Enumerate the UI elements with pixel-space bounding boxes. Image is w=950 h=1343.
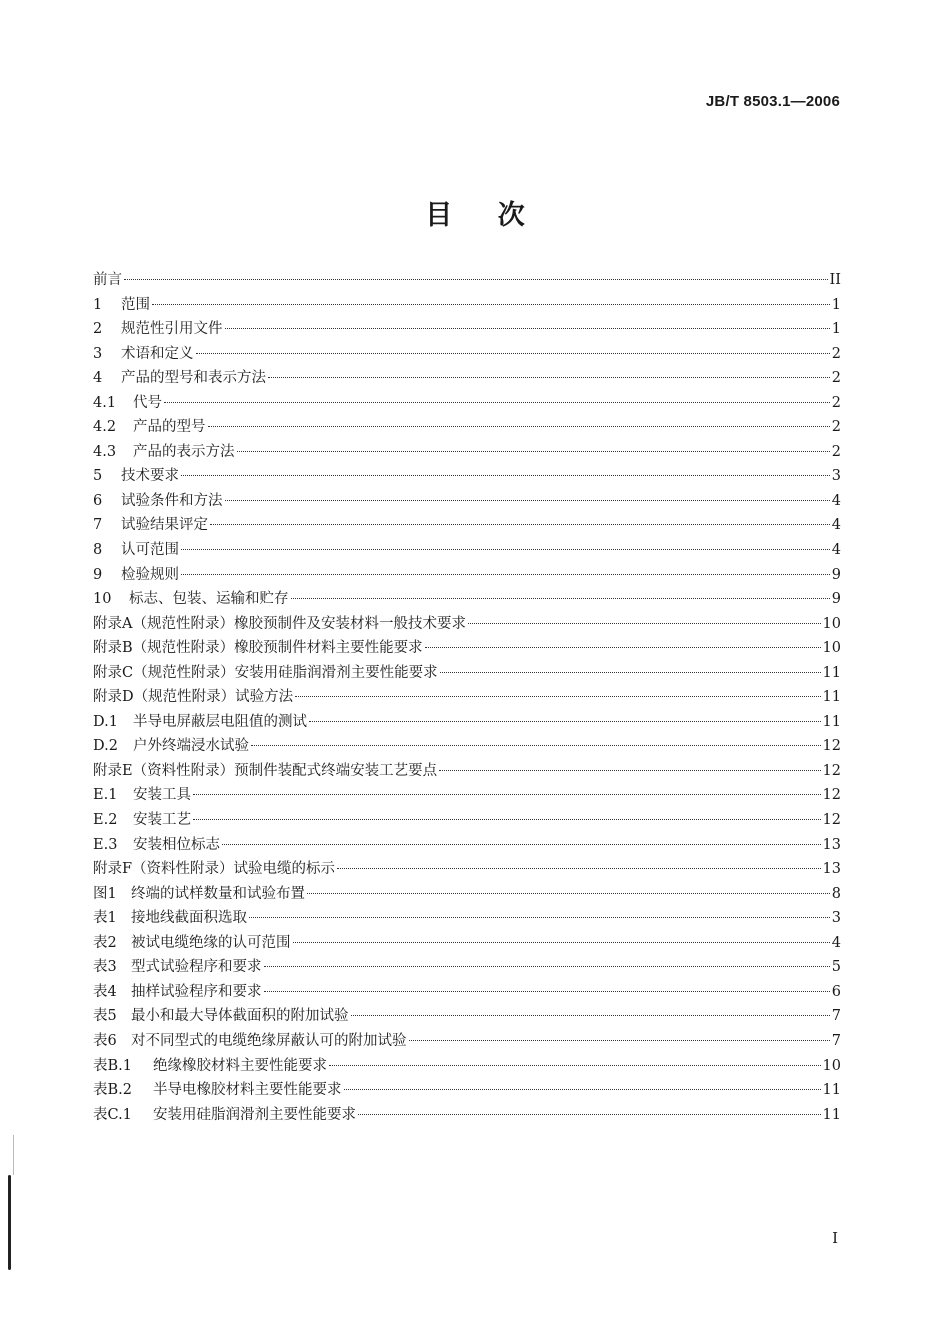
toc-entry-label: 认可范围 <box>121 542 179 559</box>
toc-entry-number: 3 <box>93 345 103 362</box>
toc-entry-label: 术语和定义 <box>121 345 194 362</box>
toc-dot-leader <box>307 893 830 894</box>
toc-entry-number: 表C.1 <box>93 1106 132 1123</box>
toc-entry[interactable] <box>93 1054 841 1079</box>
toc-entry-number: E.3 <box>93 836 118 853</box>
scan-artifact-line <box>13 1135 14 1175</box>
toc-entry-page: 11 <box>822 1106 841 1123</box>
toc-dot-leader <box>409 1040 830 1041</box>
toc-entry[interactable] <box>93 317 841 342</box>
toc-entry-label: 技术要求 <box>121 468 179 485</box>
toc-entry-page: 10 <box>822 640 841 657</box>
toc-entry-number: 2 <box>93 321 103 338</box>
toc-entry-number: 表6 <box>93 1032 117 1049</box>
toc-dot-leader <box>264 966 830 967</box>
toc-entry[interactable] <box>93 293 841 318</box>
toc-entry-label: 附录C（规范性附录）安装用硅脂润滑剂主要性能要求 <box>93 664 438 681</box>
toc-entry-page: 2 <box>831 419 841 436</box>
toc-entry-label: 型式试验程序和要求 <box>131 959 262 976</box>
toc-entry-number: 4.2 <box>93 419 117 436</box>
toc-entry-page: 11 <box>822 1082 841 1099</box>
toc-dot-leader <box>193 794 821 795</box>
toc-title-char-2: 次 <box>497 200 525 231</box>
toc-entry-number: 8 <box>93 542 103 559</box>
toc-entry[interactable] <box>93 906 841 931</box>
toc-entry[interactable] <box>93 538 841 563</box>
toc-entry-label: 试验结果评定 <box>121 517 208 534</box>
toc-entry-label: 产品的型号和表示方法 <box>121 370 266 387</box>
toc-entry-label: 接地线截面积选取 <box>131 910 247 927</box>
toc-entry[interactable] <box>93 931 841 956</box>
toc-entry-page: 2 <box>831 370 841 387</box>
toc-dot-leader <box>196 353 830 354</box>
toc-entry-page: 4 <box>831 517 841 534</box>
toc-entry-number: 表B.2 <box>93 1082 132 1099</box>
toc-list <box>93 268 841 1127</box>
toc-entry[interactable] <box>93 857 841 882</box>
toc-entry-label: 终端的试样数量和试验布置 <box>131 885 305 902</box>
toc-dot-leader <box>237 451 830 452</box>
toc-entry[interactable] <box>93 366 841 391</box>
toc-entry-page: 12 <box>822 762 841 779</box>
toc-entry-number: 表4 <box>93 983 117 1000</box>
toc-entry-number: 1 <box>93 296 103 313</box>
toc-entry-page: 9 <box>831 591 841 608</box>
page-number: I <box>832 1229 838 1247</box>
toc-entry-page: 9 <box>831 566 841 583</box>
toc-entry-label: 安装工艺 <box>133 812 191 829</box>
toc-dot-leader <box>251 745 821 746</box>
toc-dot-leader <box>291 598 830 599</box>
toc-entry-label: 附录E（资料性附录）预制件装配式终端安装工艺要点 <box>93 762 438 779</box>
toc-dot-leader <box>193 819 821 820</box>
toc-dot-leader <box>225 328 830 329</box>
toc-entry[interactable] <box>93 342 841 367</box>
toc-entry-number: E.2 <box>93 812 118 829</box>
toc-entry-page: 10 <box>822 615 841 632</box>
toc-dot-leader <box>358 1114 821 1115</box>
toc-entry-number: E.1 <box>93 787 118 804</box>
toc-entry-number: 10 <box>93 591 112 608</box>
toc-entry-page: 1 <box>831 296 841 313</box>
toc-dot-leader <box>152 304 830 305</box>
toc-dot-leader <box>440 672 821 673</box>
toc-entry[interactable] <box>93 833 841 858</box>
toc-dot-leader <box>344 1089 821 1090</box>
toc-entry[interactable] <box>93 734 841 759</box>
toc-dot-leader <box>337 868 820 869</box>
toc-dot-leader <box>124 279 828 280</box>
toc-entry-label: 附录A（规范性附录）橡胶预制件及安装材料一般技术要求 <box>93 615 466 632</box>
toc-entry[interactable] <box>93 955 841 980</box>
toc-entry-label: 前言 <box>93 272 122 288</box>
toc-entry-label: 规范性引用文件 <box>121 321 223 338</box>
toc-entry-page: 8 <box>831 885 841 902</box>
toc-entry-number: 表1 <box>93 910 117 927</box>
toc-dot-leader <box>468 623 821 624</box>
toc-entry-number: 4.1 <box>93 394 117 411</box>
scan-artifact-mark <box>8 1175 11 1270</box>
toc-entry-label: 绝缘橡胶材料主要性能要求 <box>153 1057 327 1074</box>
toc-entry[interactable] <box>93 1103 841 1128</box>
toc-entry-number: 图1 <box>93 885 117 902</box>
toc-dot-leader <box>295 696 820 697</box>
toc-entry-number: 6 <box>93 492 103 509</box>
toc-entry[interactable] <box>93 1078 841 1103</box>
toc-entry[interactable] <box>93 440 841 465</box>
toc-entry-page: 7 <box>831 1032 841 1049</box>
toc-dot-leader <box>351 1015 830 1016</box>
toc-entry-label: 产品的型号 <box>133 419 206 436</box>
toc-entry-label: 户外终端浸水试验 <box>133 738 249 755</box>
toc-entry-page: 4 <box>831 934 841 951</box>
toc-entry-page: 11 <box>822 664 841 681</box>
toc-entry-number: D.2 <box>93 738 118 755</box>
toc-entry[interactable] <box>93 513 841 538</box>
toc-entry-number: 表5 <box>93 1008 117 1025</box>
toc-entry[interactable] <box>93 980 841 1005</box>
toc-entry-page: 4 <box>831 542 841 559</box>
toc-dot-leader <box>249 917 830 918</box>
toc-entry[interactable] <box>93 783 841 808</box>
toc-entry-page: 11 <box>822 713 841 730</box>
toc-entry-label: 半导电橡胶材料主要性能要求 <box>153 1082 342 1099</box>
toc-entry[interactable] <box>93 1029 841 1054</box>
toc-dot-leader <box>425 647 821 648</box>
toc-entry[interactable] <box>93 759 841 784</box>
toc-title-char-1: 目 <box>425 200 453 231</box>
toc-dot-leader <box>264 991 830 992</box>
toc-entry-label: 最小和最大导体截面积的附加试验 <box>131 1008 349 1025</box>
toc-entry-page: 5 <box>831 959 841 976</box>
toc-entry-page: 11 <box>822 689 841 706</box>
toc-entry-label: 半导电屏蔽层电阻值的测试 <box>133 713 307 730</box>
toc-entry-label: 检验规则 <box>121 566 179 583</box>
toc-dot-leader <box>439 770 820 771</box>
toc-entry-label: 试验条件和方法 <box>121 492 223 509</box>
toc-entry[interactable] <box>93 415 841 440</box>
toc-dot-leader <box>208 426 830 427</box>
toc-entry-number: 5 <box>93 468 103 485</box>
toc-entry-page: II <box>829 272 841 288</box>
toc-entry-page: 2 <box>831 443 841 460</box>
toc-entry-label: 附录F（资料性附录）试验电缆的标示 <box>93 861 336 878</box>
toc-entry-label: 范围 <box>121 296 150 313</box>
toc-entry-page: 3 <box>831 468 841 485</box>
toc-entry-number: D.1 <box>93 713 118 730</box>
toc-entry[interactable] <box>93 661 841 686</box>
toc-dot-leader <box>181 574 830 575</box>
toc-entry[interactable] <box>93 685 841 710</box>
toc-entry-label: 代号 <box>133 394 162 411</box>
toc-dot-leader <box>210 524 830 525</box>
toc-entry[interactable] <box>93 882 841 907</box>
document-code: JB/T 8503.1—2006 <box>705 93 840 110</box>
toc-title <box>0 193 950 232</box>
toc-entry-number: 表B.1 <box>93 1057 132 1074</box>
toc-dot-leader <box>181 475 830 476</box>
toc-entry[interactable] <box>93 636 841 661</box>
toc-dot-leader <box>293 942 830 943</box>
toc-entry-label: 抽样试验程序和要求 <box>131 983 262 1000</box>
toc-entry-label: 安装用硅脂润滑剂主要性能要求 <box>153 1106 356 1123</box>
toc-entry[interactable] <box>93 391 841 416</box>
toc-dot-leader <box>329 1065 821 1066</box>
toc-entry-label: 安装工具 <box>133 787 191 804</box>
toc-entry-number: 4 <box>93 370 103 387</box>
toc-entry-page: 12 <box>822 787 841 804</box>
toc-entry-page: 13 <box>822 861 841 878</box>
toc-entry[interactable] <box>93 464 841 489</box>
toc-entry-page: 1 <box>831 321 841 338</box>
toc-entry-label: 附录D（规范性附录）试验方法 <box>93 689 294 706</box>
toc-dot-leader <box>225 500 830 501</box>
toc-entry-label: 对不同型式的电缆绝缘屏蔽认可的附加试验 <box>131 1032 407 1049</box>
toc-entry-page: 4 <box>831 492 841 509</box>
toc-entry-page: 10 <box>822 1057 841 1074</box>
toc-entry-number: 表2 <box>93 934 117 951</box>
toc-dot-leader <box>222 844 821 845</box>
toc-entry-page: 13 <box>822 836 841 853</box>
toc-entry-label: 附录B（规范性附录）橡胶预制件材料主要性能要求 <box>93 640 423 657</box>
toc-entry[interactable] <box>93 587 841 612</box>
toc-entry-page: 6 <box>831 983 841 1000</box>
toc-entry-label: 产品的表示方法 <box>133 443 235 460</box>
toc-entry-page: 2 <box>831 345 841 362</box>
toc-entry[interactable] <box>93 268 841 293</box>
toc-entry-label: 被试电缆绝缘的认可范围 <box>131 934 291 951</box>
toc-entry-number: 7 <box>93 517 103 534</box>
toc-entry-page: 12 <box>822 812 841 829</box>
toc-dot-leader <box>164 402 830 403</box>
toc-entry[interactable] <box>93 489 841 514</box>
toc-entry[interactable] <box>93 808 841 833</box>
toc-entry-number: 4.3 <box>93 443 117 460</box>
toc-dot-leader <box>309 721 821 722</box>
toc-dot-leader <box>181 549 830 550</box>
toc-entry-label: 标志、包装、运输和贮存 <box>129 591 289 608</box>
toc-entry[interactable] <box>93 612 841 637</box>
toc-dot-leader <box>268 377 830 378</box>
toc-entry-number: 表3 <box>93 959 117 976</box>
toc-entry-number: 9 <box>93 566 103 583</box>
toc-entry-page: 3 <box>831 910 841 927</box>
toc-entry[interactable] <box>93 710 841 735</box>
toc-entry-page: 7 <box>831 1008 841 1025</box>
toc-entry-page: 12 <box>822 738 841 755</box>
toc-entry[interactable] <box>93 563 841 588</box>
toc-entry-label: 安装相位标志 <box>133 836 220 853</box>
toc-entry[interactable] <box>93 1004 841 1029</box>
toc-entry-page: 2 <box>831 394 841 411</box>
